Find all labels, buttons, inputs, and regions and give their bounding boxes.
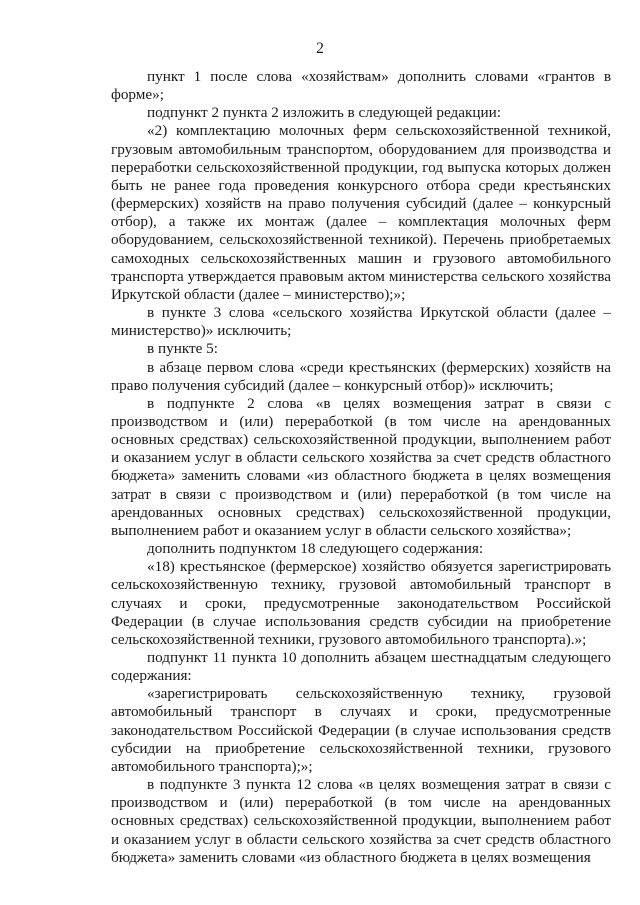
paragraph-7: в подпункте 2 слова «в целях возмещения затрат в связи с производством и (или) переработкой (в том числе на арендованных основных средствах) сельскохозяйственной продукции, выполнением работ и оказанием услуг в области сельского хозяйства за счет средств областного бюджета» заменить словами «из областного бюджета в целях возмещения затрат в связи с производством и (или) переработкой (в том числе на арендованных основных средствах) сельскохозяйственной продукции, выполнением работ и оказанием услуг в области сельского хозяйства»; <box>111 394 611 539</box>
paragraph-5: в пункте 5: <box>147 340 218 358</box>
paragraph-11: «зарегистрировать сельскохозяйственную технику, грузовой автомобильный транспорт в случаях и сроки, предусмотренные законодательством Российской Федерации (в случае использования средств субсидии на приобретение сельскохозяйственной техники, грузового автомобильного транспорта);»; <box>111 685 611 775</box>
paragraph-10: подпункт 11 пункта 10 дополнить абзацем шестнадцатым следующего содержания: <box>111 649 611 685</box>
document-body <box>111 68 611 867</box>
paragraph-4: в пункте 3 слова «сельского хозяйства Иркутской области (далее – министерство)» исключить; <box>111 304 611 340</box>
page-number: 2 <box>316 40 324 57</box>
paragraph-12: в подпункте 3 пункта 12 слова «в целях возмещения затрат в связи с производством и (или) переработкой (в том числе на арендованных основных средствах) сельскохозяйственной продукции, выполнением работ и оказанием услуг в области сельского хозяйства за счет средств областного бюджета» заменить словами «из областного бюджета в целях возмещения <box>111 776 611 866</box>
paragraph-1: пункт 1 после слова «хозяйствам» дополнить словами «грантов в форме»; <box>111 68 611 104</box>
paragraph-3: «2) комплектацию молочных ферм сельскохозяйственной техникой, грузовым автомобильным транспортом, оборудованием для производства и переработки сельскохозяйственной продукции, год выпуска которых должен быть не ранее года проведения конкурсного отбора среди крестьянских (фермерских) хозяйств на право получения субсидий (далее – конкурсный отбор), а также их монтаж (далее – комплектация молочных ферм оборудованием, сельскохозяйственной техникой). Перечень приобретаемых самоходных сельскохозяйственных машин и грузового автомобильного транспорта утверждается правовым актом министерства сельского хозяйства Иркутской области (далее – министерство);»; <box>111 122 611 303</box>
paragraph-9: «18) крестьянское (фермерское) хозяйство обязуется зарегистрировать сельскохозяйственную технику, грузовой автомобильный транспорт в случаях и сроки, предусмотренные законодательством Российской Федерации (в случае использования средств субсидии на приобретение сельскохозяйственной техники, грузового автомобильного транспорта).»; <box>111 558 611 648</box>
paragraph-8: дополнить подпунктом 18 следующего содержания: <box>147 540 484 558</box>
paragraph-2: подпункт 2 пункта 2 изложить в следующей редакции: <box>147 104 501 122</box>
paragraph-6: в абзаце первом слова «среди крестьянских (фермерских) хозяйств на право получения субсидий (далее – конкурсный отбор)» исключить; <box>111 358 611 394</box>
